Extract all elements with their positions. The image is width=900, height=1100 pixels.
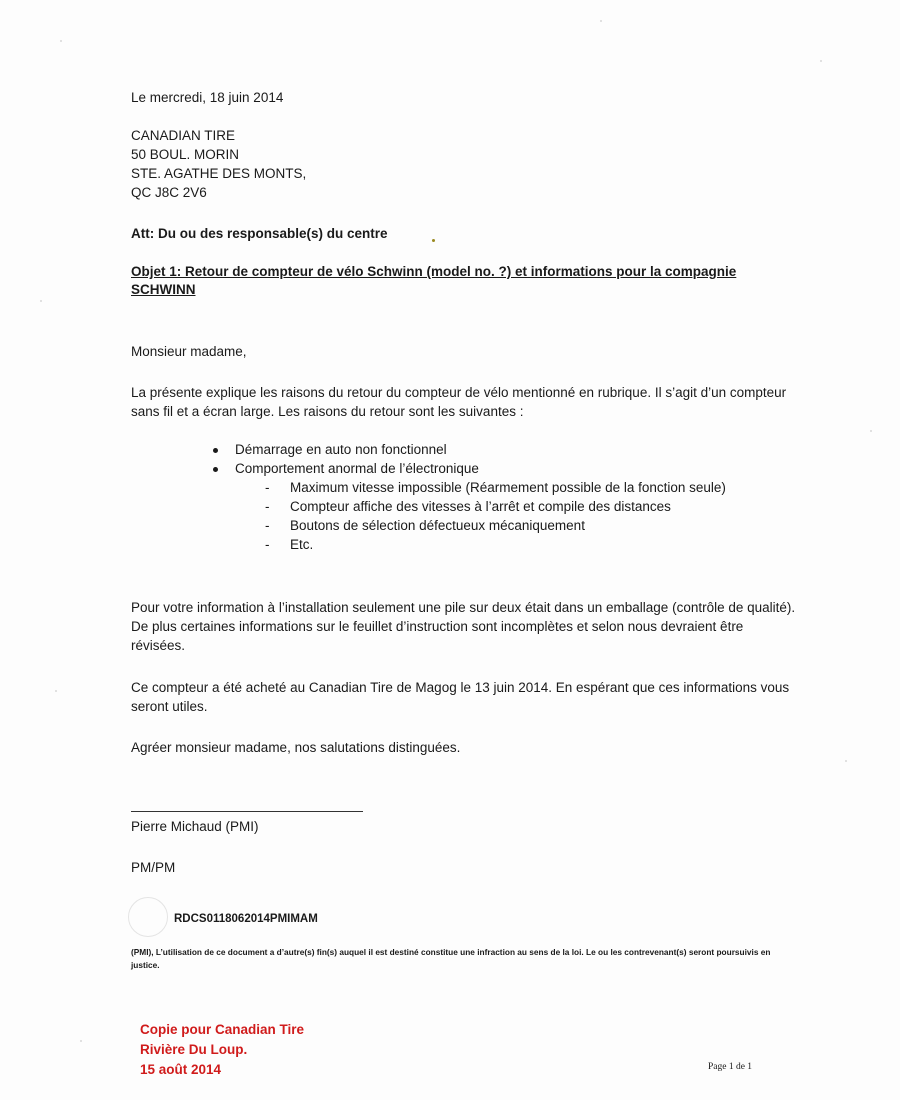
salutation: Monsieur madame, — [131, 344, 247, 359]
list-item — [205, 440, 745, 459]
faint-stamp-circle — [128, 897, 168, 937]
bullet-icon — [213, 467, 218, 472]
sub-list-item — [235, 497, 745, 516]
address-line: CANADIAN TIRE — [131, 128, 236, 143]
sub-list-item — [235, 535, 745, 554]
signature-line — [131, 811, 363, 812]
dash-icon: - — [265, 480, 270, 495]
sub-item-label: Compteur affiche des vitesses à l’arrêt et compile des distances — [290, 499, 671, 514]
quality-paragraph: Pour votre information à l’installation seulement une pile sur deux était dans un emballage (contrôle de qualité). De plus certaines informations sur le feuillet d’instruction sont incomplètes et selon nous devraient être révisées. — [131, 600, 796, 653]
list-item-label: Comportement anormal de l’électronique — [235, 461, 479, 476]
sub-item-label: Boutons de sélection défectueux mécaniquement — [290, 518, 585, 533]
sub-list-item — [235, 478, 745, 497]
sub-item-label: Maximum vitesse impossible (Réarmement possible de la fonction seule) — [290, 480, 726, 495]
list-item — [205, 459, 745, 554]
intro-paragraph: La présente explique les raisons du retour du compteur de vélo mentionné en rubrique. Il s’agit d’un compteur sans fil et a écran large. Les raisons du retour sont les suivantes : — [131, 385, 787, 419]
signer-name: Pierre Michaud (PMI) — [131, 819, 259, 834]
ink-dot — [432, 239, 435, 242]
page-number: Page 1 de 1 — [708, 1062, 753, 1072]
recipient-address — [131, 126, 306, 202]
stamp-line: Copie pour Canadian Tire — [140, 1022, 305, 1037]
sub-list-item — [235, 516, 745, 535]
copy-stamp — [140, 1020, 304, 1080]
subject-line: Objet 1: Retour de compteur de vélo Schwinn (model no. ?) et informations pour la compagnie SCHWINN — [131, 264, 737, 297]
dash-icon: - — [265, 518, 270, 533]
reasons-list — [205, 440, 745, 554]
stamp-line: Rivière Du Loup. — [140, 1042, 248, 1057]
attention-line: Att: Du ou des responsable(s) du centre — [131, 226, 388, 241]
initials: PM/PM — [131, 860, 176, 875]
stamp-line: 15 août 2014 — [140, 1062, 222, 1077]
list-item-label: Démarrage en auto non fonctionnel — [235, 442, 447, 457]
closing-line: Agréer monsieur madame, nos salutations distinguées. — [131, 740, 461, 755]
sub-item-label: Etc. — [290, 537, 314, 552]
purchase-paragraph: Ce compteur a été acheté au Canadian Tire de Magog le 13 juin 2014. En espérant que ces informations vous seront utiles. — [131, 680, 790, 714]
legal-notice: (PMI), L’utilisation de ce document a d’autre(s) fin(s) auquel il est destiné constitue une infraction au sens de la loi. Le ou les contrevenant(s) seront poursuivis en justice. — [131, 947, 771, 970]
bullet-icon — [213, 448, 218, 453]
dash-icon: - — [265, 499, 270, 514]
address-line: QC J8C 2V6 — [131, 185, 207, 200]
letter-date: Le mercredi, 18 juin 2014 — [131, 90, 284, 105]
address-line: 50 BOUL. MORIN — [131, 147, 240, 162]
dash-icon: - — [265, 537, 270, 552]
reference-code: RDCS0118062014PMIMAM — [174, 913, 318, 925]
address-line: STE. AGATHE DES MONTS, — [131, 166, 307, 181]
sub-list — [235, 478, 745, 554]
